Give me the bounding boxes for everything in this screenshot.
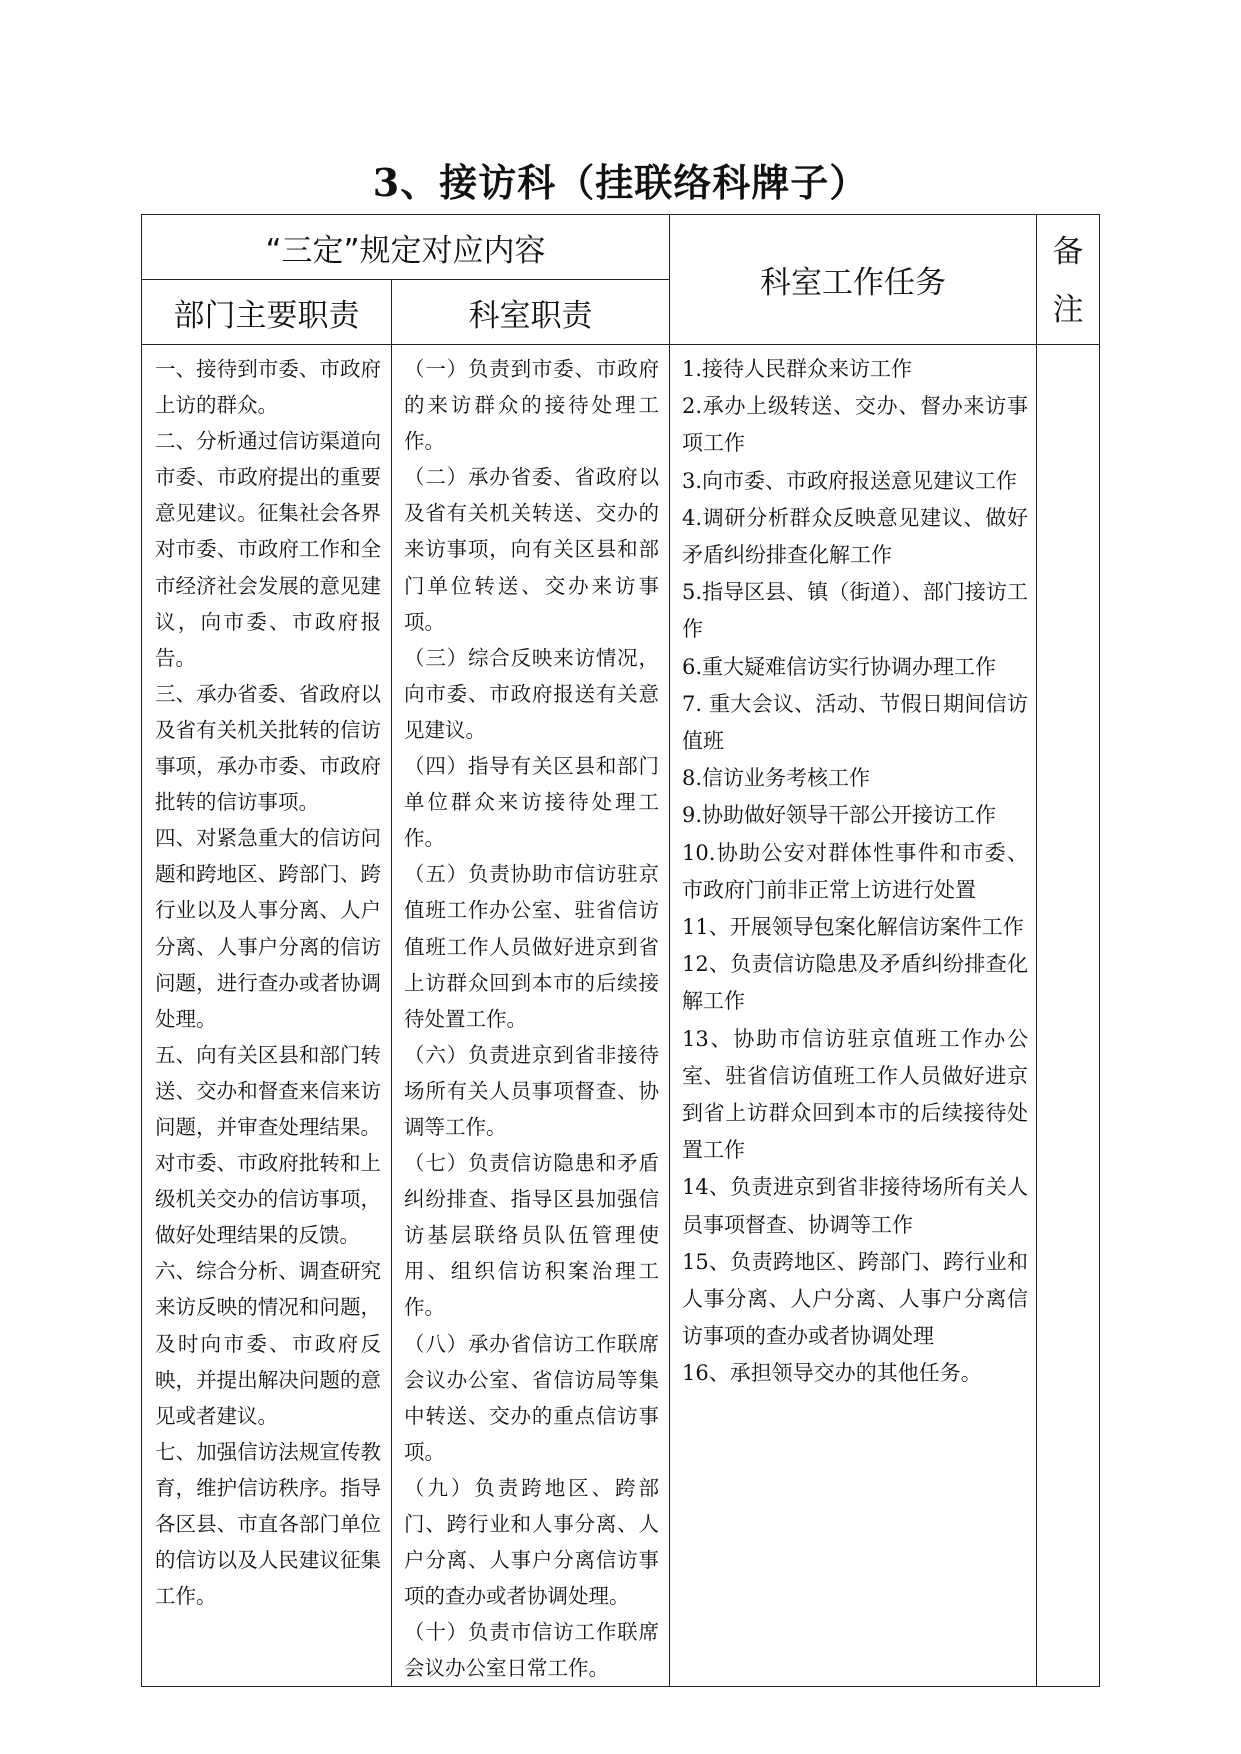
header-remarks-line2: 注 (1052, 291, 1084, 328)
office-duty-item: （五）负责协助市信访驻京值班工作办公室、驻省信访值班工作人员做好进京到省上访群众回到本市的后续接待处置工作。 (404, 862, 659, 1031)
office-duty-item: （六）负责进京到省非接待场所有关人员事项督查、协调等工作。 (404, 1042, 659, 1139)
dept-duty-item: 五、向有关区县和部门转送、交办和督查来信来访问题，并审查处理结果。对市委、市政府批转和上级机关交办的信访事项，做好处理结果的反馈。 (155, 1042, 381, 1248)
dept-duty-item: 四、对紧急重大的信访问题和跨地区、跨部门、跨行业以及人事分离、人户分离、人事户分离的信访问题，进行查办或者协调处理。 (155, 826, 381, 1031)
task-item: 9.协助做好领导干部公开接访工作 (682, 803, 997, 828)
task-item: 6.重大疑难信访实行协调办理工作 (682, 654, 997, 679)
task-item: 15、负责跨地区、跨部门、跨行业和人事分离、人户分离、人事户分离信访事项的查办或者协调处理 (682, 1249, 1028, 1349)
header-sanding-group: “三定”规定对应内容 (142, 215, 670, 280)
header-remarks (1037, 215, 1100, 345)
task-item: 11、开展领导包案化解信访案件工作 (682, 915, 1024, 940)
office-duty-item: （四）指导有关区县和部门单位群众来访接待处理工作。 (404, 754, 659, 851)
dept-duty-item: 三、承办省委、省政府以及省有关机关批转的信访事项，承办市委、市政府批转的信访事项。 (155, 681, 381, 815)
tasks-cell (670, 345, 1037, 1687)
dept-duty-item: 一、接待到市委、市政府上访的群众。 (155, 357, 381, 418)
header-office-duties: 科室职责 (392, 280, 670, 345)
task-item: 14、负责进京到省非接待场所有关人员事项督查、协调等工作 (682, 1175, 1028, 1237)
office-duty-item: （十）负责市信访工作联席会议办公室日常工作。 (404, 1620, 659, 1681)
task-item: 8.信访业务考核工作 (682, 766, 871, 791)
dept-duties-cell (142, 345, 392, 1687)
task-item: 13、协助市信访驻京值班工作办公室、驻省信访值班工作人员做好进京到省上访群众回到本市的后续接待处置工作 (682, 1026, 1028, 1163)
task-item: 10.协助公安对群体性事件和市委、市政府门前非正常上访进行处置 (682, 840, 1028, 902)
task-item: 3.向市委、市政府报送意见建议工作 (682, 468, 1018, 493)
office-duty-item: （九）负责跨地区、跨部门、跨行业和人事分离、人户分离、人事户分离信访事项的查办或者协调处理。 (404, 1475, 659, 1609)
office-duties-cell (392, 345, 670, 1687)
task-item: 16、承担领导交办的其他任务。 (682, 1361, 982, 1386)
duties-table (141, 214, 1100, 1687)
header-remarks-line1: 备 (1052, 233, 1084, 270)
task-item: 1.接待人民群众来访工作 (682, 357, 913, 381)
dept-duty-item: 二、分析通过信访渠道向市委、市政府提出的重要意见建议。征集社会各界对市委、市政府工作和全市经济社会发展的意见建议，向市委、市政府报告。 (155, 429, 381, 670)
task-item: 4.调研分析群众反映意见建议、做好矛盾纠纷排查化解工作 (682, 505, 1028, 568)
dept-duty-item: 六、综合分析、调查研究来访反映的情况和问题，及时向市委、市政府反映，并提出解决问题的意见或者建议。 (155, 1259, 381, 1428)
task-item: 12、负责信访隐患及矛盾纠纷排查化解工作 (682, 952, 1028, 1014)
page-title: 3、接访科（挂联络科牌子） (372, 160, 869, 205)
task-item: 5.指导区县、镇（街道）、部门接访工作 (682, 580, 1028, 642)
office-duty-item: （八）承办省信访工作联席会议办公室、省信访局等集中转送、交办的重点信访事项。 (404, 1331, 659, 1464)
office-duty-item: （七）负责信访隐患和矛盾纠纷排查、指导区县加强信访基层联络员队伍管理使用、组织信访积案治理工作。 (404, 1151, 659, 1320)
dept-duty-item: 七、加强信访法规宣传教育，维护信访秩序。指导各区县、市直各部门单位的信访以及人民建议征集工作。 (155, 1439, 381, 1609)
office-duty-item: （二）承办省委、省政府以及省有关机关转送、交办的来访事项，向有关区县和部门单位转送、交办来访事项。 (404, 465, 659, 634)
header-tasks: 科室工作任务 (670, 215, 1037, 345)
office-duty-item: （一）负责到市委、市政府的来访群众的接待处理工作。 (404, 357, 659, 454)
task-item: 2.承办上级转送、交办、督办来访事项工作 (682, 394, 1028, 456)
task-item: 7. 重大会议、活动、节假日期间信访值班 (682, 691, 1028, 754)
header-dept-duties: 部门主要职责 (142, 280, 392, 345)
remarks-cell (1037, 345, 1100, 1687)
office-duty-item: （三）综合反映来访情况，向市委、市政府报送有关意见建议。 (404, 645, 659, 742)
